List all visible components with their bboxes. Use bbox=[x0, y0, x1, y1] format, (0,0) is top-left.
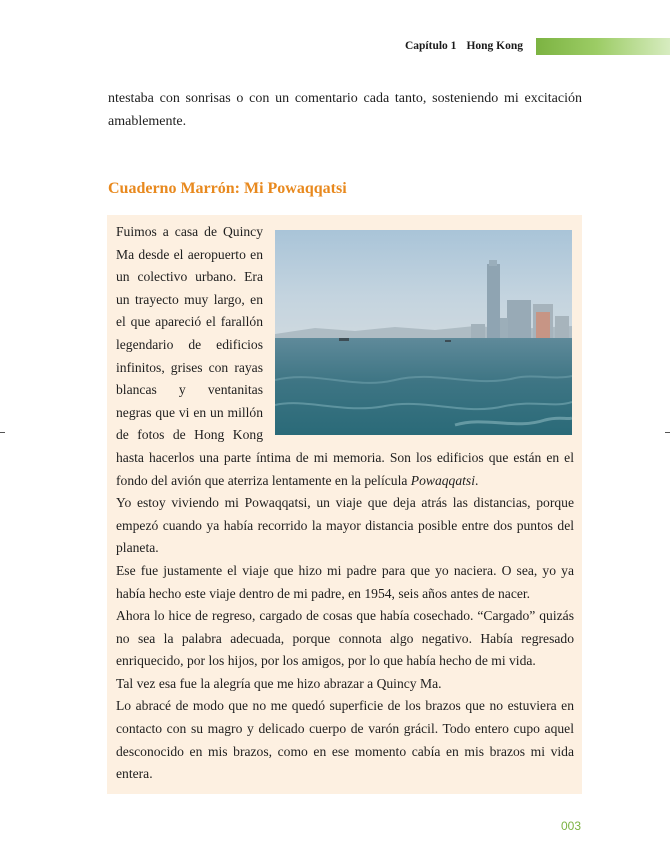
page-number: 003 bbox=[560, 819, 581, 833]
sidebar-box bbox=[107, 215, 582, 794]
sidebar-paragraph-2: Yo estoy viviendo mi Powaqqatsi, un viaje que deja atrás las distancias, porque empezó cuando ya había recorrido la mayor distancia posible entre dos puntos del planeta. bbox=[116, 495, 574, 556]
header-accent-bar bbox=[536, 38, 670, 55]
sidebar-paragraph-1-end: . bbox=[474, 472, 479, 488]
sidebar-paragraph-5: Tal vez esa fue la alegría que me hizo abrazar a Quincy Ma. bbox=[116, 675, 442, 691]
sidebar-paragraph-3: Ese fue justamente el viaje que hizo mi padre para que yo naciera. O sea, yo ya había hecho este viaje dentro de mi padre, en 1954, seis años antes de nacer. bbox=[116, 562, 574, 601]
film-title: Powaqqatsi bbox=[410, 472, 475, 488]
sidebar-paragraph-4: Ahora lo hice de regreso, cargado de cosas que había cosechado. “Cargado” quizás no sea la palabra adecuada, porque connota algo negativo. Había regresado enriquecido, por los hijos, por los amigos, por lo que había hecho de mi vida. bbox=[116, 608, 574, 669]
sidebar-paragraph-6: Lo abracé de modo que no me quedó superficie de los brazos que no estuviera en contacto con su magro y delicado cuerpo de varón grácil. Todo entero cupo aquel desconocido en mis brazos, como en ese momento cabía en mis brazos mi vida entera. bbox=[116, 698, 574, 782]
intro-paragraph: ntestaba con sonrisas o con un comentario cada tanto, sosteniendo mi excitación amablemente. bbox=[108, 91, 582, 129]
sidebar-paragraph-1-text: Fuimos a casa de Quincy Ma desde el aeropuerto en un colectivo urbano. Era un trayecto muy largo, en el que apareció el farallón legendario de edificios infinitos, grises con rayas blancas y ventanitas negras que vi en un millón de fotos de Hong Kong hasta hacerlos una parte íntima de mi memoria. Son los edificios que están en el fondo del avión que aterriza lentamente en la película bbox=[116, 224, 574, 488]
chapter-title: Hong Kong bbox=[466, 40, 523, 52]
section-title: Cuaderno Marrón: Mi Powaqqatsi bbox=[108, 180, 347, 197]
crop-mark-left bbox=[0, 432, 5, 433]
crop-mark-right bbox=[665, 432, 670, 433]
running-header bbox=[405, 40, 523, 52]
chapter-label: Capítulo 1 bbox=[404, 40, 457, 52]
hong-kong-harbour-photo bbox=[275, 230, 572, 435]
sidebar-text bbox=[107, 215, 582, 786]
